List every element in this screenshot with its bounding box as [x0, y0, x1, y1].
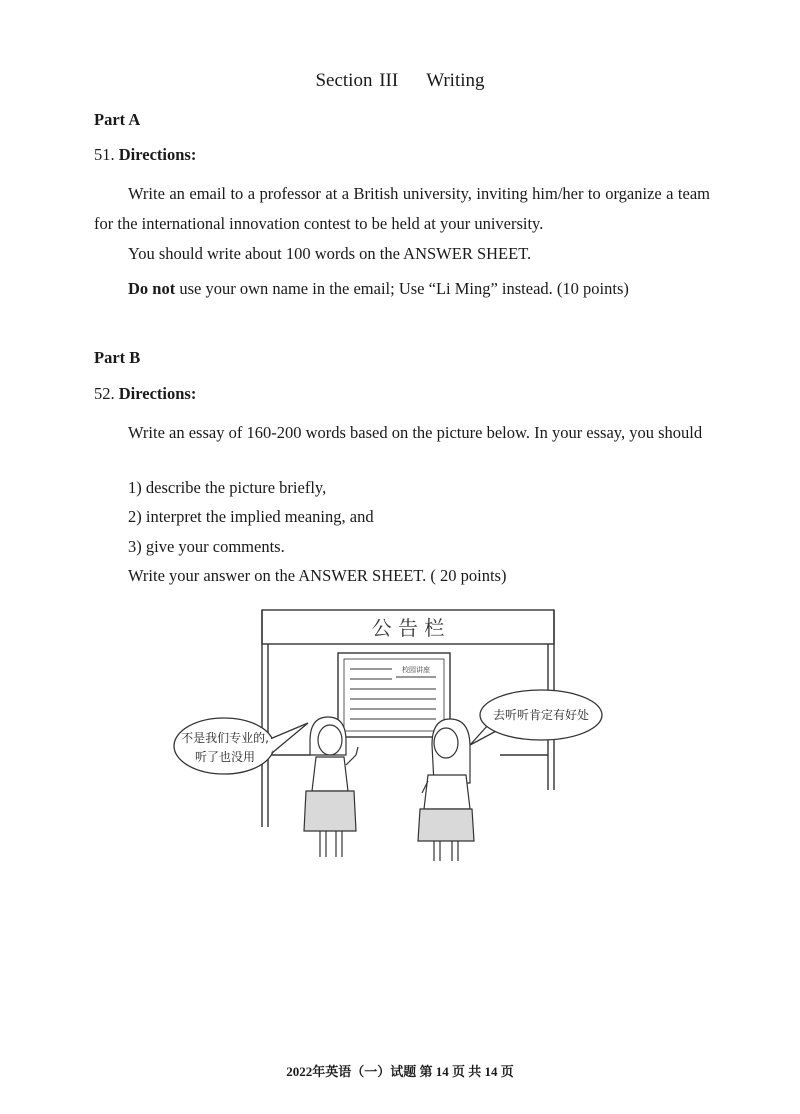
section-number: Section III: [315, 70, 399, 91]
right-bubble-text: 去听听肯定有好处: [492, 708, 590, 722]
q52-item-2: 2) interpret the implied meaning, and: [128, 507, 374, 526]
left-bubble-line-1: 不是我们专业的,: [181, 731, 269, 745]
q51-directions-header: [94, 145, 196, 165]
q51-word-count: You should write about 100 words on the ANSWER SHEET.: [128, 244, 532, 263]
section-title: [0, 70, 800, 92]
cartoon-illustration: [170, 605, 620, 865]
left-bubble-line-2: 听了也没用: [194, 750, 256, 764]
q51-number: 51.: [94, 145, 115, 164]
page-footer: 2022年英语（一）试题 第 14 页 共 14 页: [286, 1064, 514, 1079]
q52-number: 52.: [94, 384, 115, 403]
q51-name-note: [128, 279, 629, 299]
left-girl-figure: [304, 717, 358, 857]
notice-poster: [338, 653, 450, 737]
section-name: Writing: [426, 70, 485, 91]
part-a-heading: Part A: [94, 110, 141, 129]
q51-do-not: Do not: [128, 279, 176, 298]
q52-answer-note: Write your answer on the ANSWER SHEET. ( 20 points): [128, 566, 507, 585]
q52-item-3: 3) give your comments.: [128, 537, 285, 556]
q52-directions-label: Directions:: [118, 384, 197, 403]
part-b-heading: Part B: [94, 348, 141, 367]
q52-instruction-text: Write an essay of 160-200 words based on the picture below. In your essay, you should: [128, 423, 703, 442]
right-girl-figure: [418, 719, 474, 861]
q51-directions-label: Directions:: [118, 145, 197, 164]
q52-item-1: 1) describe the picture briefly,: [128, 478, 327, 497]
q51-name-note-rest: use your own name in the email; Use “Li Ming” instead. (10 points): [175, 279, 629, 298]
q52-directions-header: [94, 384, 196, 404]
q51-instruction-text: Write an email to a professor at a British university, inviting him/her to organize a team for the international innovation contest to be held at your university.: [94, 184, 710, 233]
board-title: 公 告 栏: [371, 616, 445, 640]
notice-title: 校园讲座: [402, 666, 430, 674]
